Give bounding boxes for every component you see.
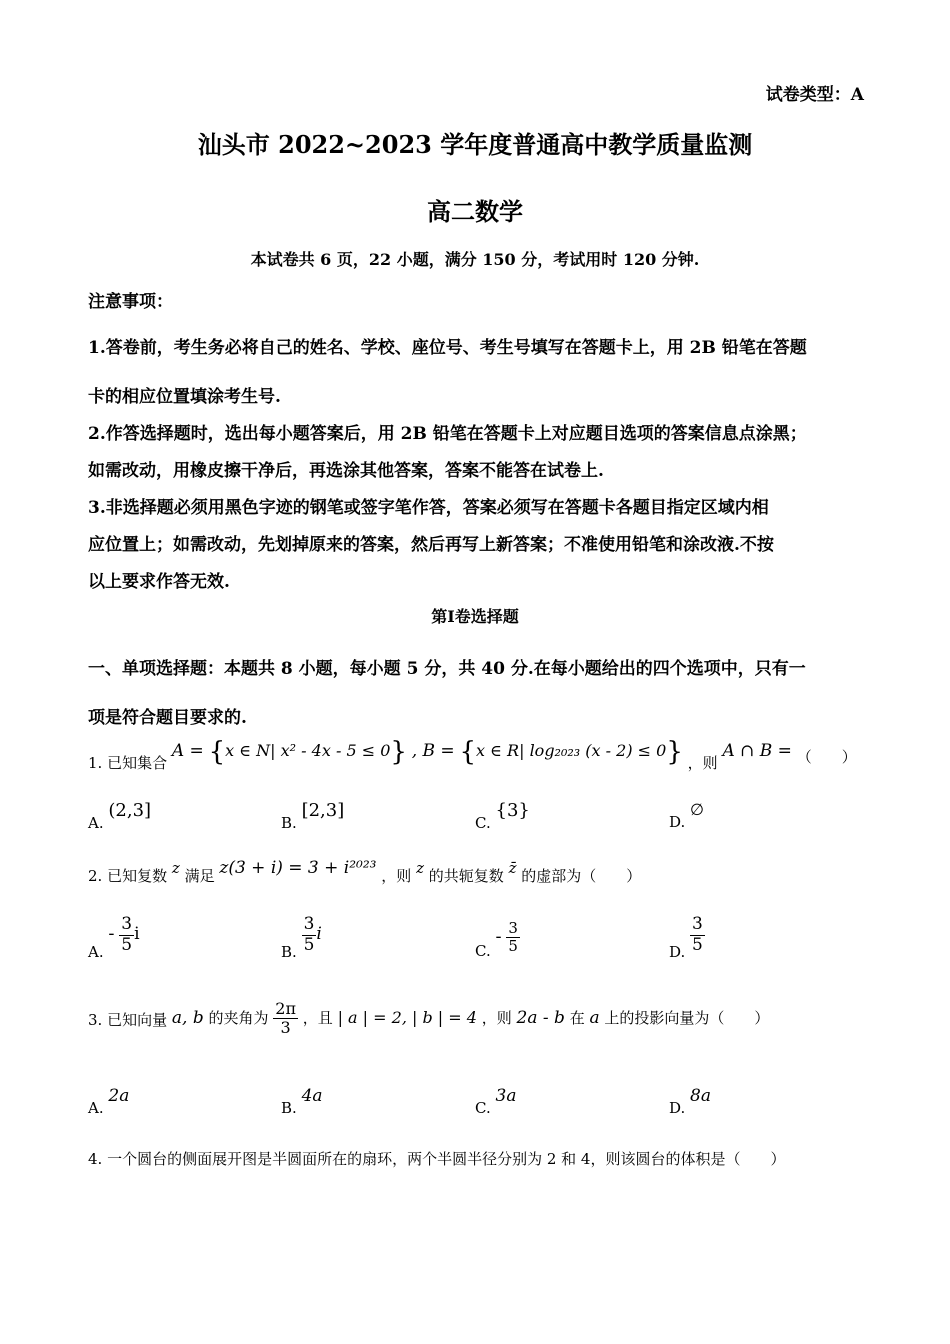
question-2: 2. 已知复数 z 满足 z(3 + i) = 3 + i²⁰²³ ，则 z 的共轭复数 z̄ 的虚部为（ ） xyxy=(88,858,642,885)
q1-brace-close-b: } xyxy=(666,737,683,767)
q1-set-b-body: x ∈ R| log₂₀₂₃ (x - 2) ≤ 0 xyxy=(476,741,667,760)
q1-set-a-label: A = xyxy=(171,741,204,761)
q1-brace-open-a: { xyxy=(208,737,226,767)
q3-option-d: D. 8a xyxy=(669,1086,711,1117)
section-instruction-line-1: 一、单项选择题：本题共 8 小题，每小题 5 分，共 40 分.在每小题给出的四个选项中，只有一 xyxy=(88,659,806,679)
notes-heading: 注意事项： xyxy=(88,292,173,312)
part-title: 第Ⅰ卷选择题 xyxy=(431,607,519,626)
question-4: 4. 一个圆台的侧面展开图是半圆面所在的扇环，两个半圆半径分别为 2 和 4，则该圆台的体积是（ ） xyxy=(88,1150,786,1168)
q1-option-b: B. [2,3] xyxy=(281,800,345,832)
q1-set-a-body: x ∈ N| x² - 4x - 5 ≤ 0 xyxy=(225,741,391,760)
q2-conjugate: z̄ xyxy=(508,859,517,877)
q1-expression: A ∩ B = xyxy=(722,741,792,761)
q3-option-b: B. 4a xyxy=(281,1086,323,1117)
exam-type-label: 试卷类型：A xyxy=(765,85,864,105)
q1-brace-open-b: { xyxy=(459,737,476,767)
section-instruction-line-2: 项是符合题目要求的. xyxy=(88,708,247,728)
note-1-line-1: 1.答卷前，考生务必将自己的姓名、学校、座位号、考生号填写在答题卡上，用 2B 铅笔在答题 xyxy=(88,338,807,358)
question-3: 3. 已知向量 a, b 的夹角为 $\frac{2\pi}{3}$ ，且 | a | = 2, | b | = 4 ，则 2a - b 在 a 上的投影向量为（ ） xyxy=(88,999,770,1038)
q3-expression: 2a - b xyxy=(516,1007,565,1028)
q3-option-a: A. 2a xyxy=(88,1086,130,1117)
q1-set-b-label: , B = xyxy=(411,741,455,761)
q3-onto-vector: a xyxy=(589,1007,600,1028)
note-1-line-2: 卡的相应位置填涂考生号. xyxy=(88,387,281,407)
q1-then: ，则 xyxy=(687,754,718,772)
q2-var-z: z xyxy=(171,859,180,877)
q2-var-z-2: z xyxy=(416,859,424,877)
exam-summary: 本试卷共 6 页，22 小题，满分 150 分，考试用时 120 分钟. xyxy=(250,250,700,269)
q2-option-c: C. - $\frac{3}{5}$ xyxy=(475,919,518,960)
question-1 xyxy=(88,737,857,773)
exam-title: 汕头市 2022~2023 学年度普通高中教学质量监测 xyxy=(197,130,753,159)
q3-vectors: a, b xyxy=(171,1007,204,1028)
q3-condition: | a | = 2, | b | = 4 xyxy=(337,1007,477,1027)
q2-equation: z(3 + i) = 3 + i²⁰²³ xyxy=(219,858,377,878)
q3-angle: $\frac{2\pi}{3}$ xyxy=(275,999,296,1038)
q2-option-b: B. $\frac{3}{5}$ i xyxy=(281,914,322,962)
note-3-line-1: 3.非选择题必须用黑色字迹的钢笔或签字笔作答，答案必须写在答题卡各题目指定区域内相 xyxy=(88,498,769,518)
q1-option-d: D. ∅ xyxy=(669,800,704,831)
q1-option-c: C. {3} xyxy=(475,800,530,832)
q2-option-a: A. - $\frac{3}{5}$ i xyxy=(88,914,140,962)
q1-brace-close-a: } xyxy=(390,737,407,767)
q1-option-a: A. (2,3] xyxy=(88,800,152,832)
note-3-line-3: 以上要求作答无效. xyxy=(88,572,230,592)
note-2-line-2: 如需改动，用橡皮擦干净后，再选涂其他答案，答案不能答在试卷上. xyxy=(88,461,604,481)
q1-prefix: 1. 已知集合 xyxy=(88,754,168,772)
note-3-line-2: 应位置上；如需改动，先划掉原来的答案，然后再写上新答案；不准使用铅笔和涂改液.不按 xyxy=(88,535,774,555)
subject-title: 高二数学 xyxy=(427,197,523,226)
q1-answer-blank: （ ） xyxy=(796,748,857,766)
q2-option-d: D. $\frac{3}{5}$ xyxy=(669,914,703,962)
q3-option-c: C. 3a xyxy=(475,1086,517,1117)
note-2-line-1: 2.作答选择题时，选出每小题答案后，用 2B 铅笔在答题卡上对应题目选项的答案信息点涂黑； xyxy=(88,424,807,444)
